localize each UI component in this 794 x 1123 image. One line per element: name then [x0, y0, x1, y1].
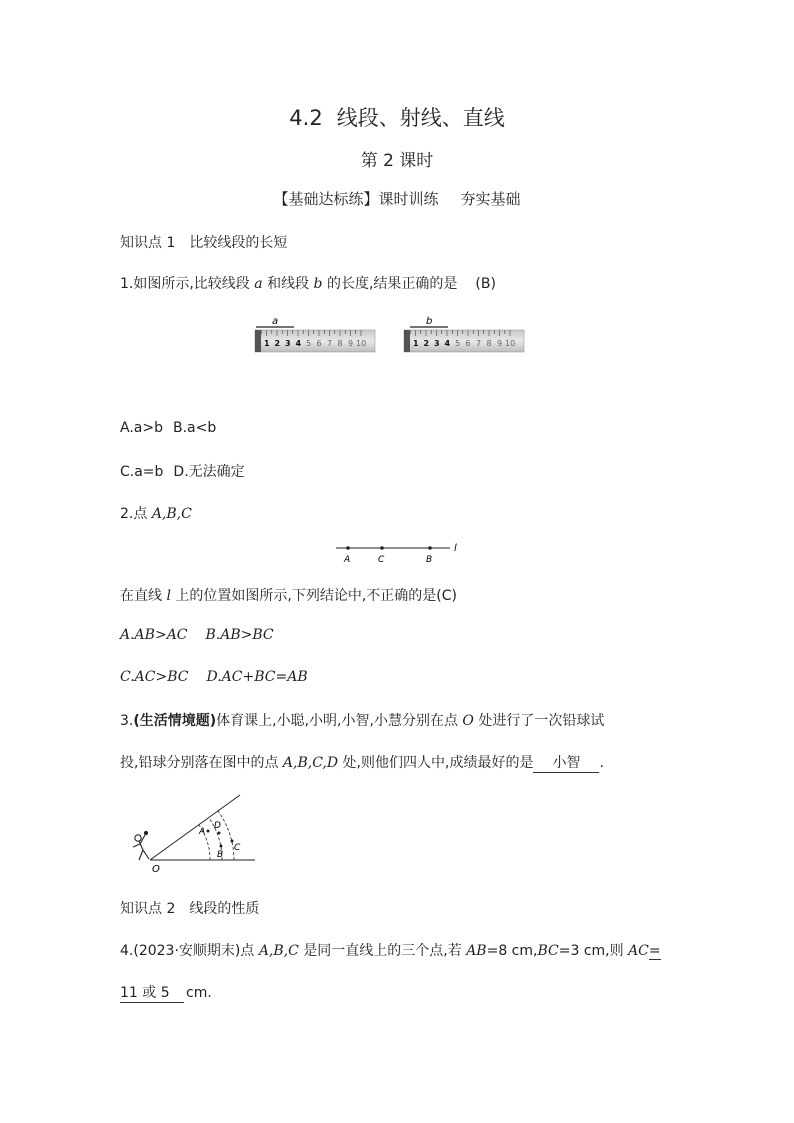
question-3-line-2: [120, 752, 604, 773]
q2-text-suffix: 上的位置如图所示,下列结论中,不正确的是: [170, 588, 437, 604]
ruler-number: 1: [413, 339, 419, 348]
q4-bc: BC: [537, 943, 559, 959]
q4-eq1: =8 cm,: [486, 943, 538, 959]
q4-ab: AB: [466, 943, 487, 959]
q1-options-row-1: [120, 420, 216, 436]
q3-line1-b: 处进行了一次铅球试: [473, 713, 605, 729]
q1-option-b: B.a<b: [172, 420, 217, 436]
label-b: B: [217, 850, 224, 860]
label-c: C: [234, 843, 241, 853]
q1-option-d: D.无法确定: [173, 464, 245, 480]
ruler-number: 10: [505, 339, 516, 348]
var-a: a: [254, 276, 263, 292]
q3-line1-a: 体育课上,小聪,小明,小智,小慧分别在点: [216, 713, 463, 729]
q2-answer: (C): [436, 588, 457, 604]
ruler-number: 8: [337, 339, 343, 348]
point-d: [218, 832, 221, 835]
ruler-number: 3: [434, 339, 440, 348]
ruler-number: 5: [306, 339, 312, 348]
section-title: 比较线段的长短: [189, 235, 288, 251]
label-o: O: [152, 864, 160, 874]
section-label: 知识点 2: [120, 901, 176, 917]
ruler-number: 4: [444, 339, 451, 348]
q1-prefix: 1.如图所示,比较线段: [120, 276, 255, 292]
point-a: [207, 830, 210, 833]
question-2: [120, 503, 192, 523]
q3-number: 3.: [120, 713, 134, 729]
q3-line2-b: 处,则他们四人中,成绩最好的是: [338, 755, 534, 771]
label-a: A: [199, 827, 206, 837]
q1-option-c: C.a=b: [120, 464, 164, 480]
q2-statement: [120, 585, 457, 605]
question-3-line-1: [120, 710, 604, 730]
ruler-number: 5: [455, 339, 461, 348]
ruler-number: 3: [285, 339, 291, 348]
ruler-number: 2: [274, 339, 281, 348]
q2-prefix: 2.点: [120, 506, 152, 522]
label-l: l: [454, 543, 457, 554]
ruler-b: [404, 316, 524, 352]
q4-mid1: 是同一直线上的三个点,若: [298, 943, 467, 959]
exercise-banner: [0, 188, 794, 209]
q4-ac: AC: [628, 943, 649, 959]
ruler-number: 9: [497, 339, 503, 348]
label-a: A: [344, 555, 351, 565]
point-b: [428, 546, 432, 550]
q2-option-b: B.AB>BC: [205, 627, 274, 643]
lesson-subtitle: 第 2 课时: [360, 151, 434, 171]
ruler-number: 2: [423, 339, 430, 348]
ruler-number: 6: [465, 339, 471, 348]
label-d: D: [214, 821, 221, 831]
ruler-number: 6: [316, 339, 322, 348]
q2-points: A,B,C: [151, 506, 192, 522]
line-figure: [330, 538, 470, 566]
banner-left: 【基础达标练】课时训练: [273, 190, 439, 208]
q3-points: A,B,C,D: [282, 755, 339, 771]
title-text: 线段、射线、直线: [336, 106, 505, 130]
ruler-number: 7: [476, 339, 482, 348]
label-c: C: [378, 555, 385, 565]
point-b: [220, 845, 223, 848]
q3-answer-blank: [533, 752, 599, 773]
q1-mid: 和线段: [262, 276, 314, 292]
q1-options-row-2: [120, 461, 245, 481]
question-4-line-2: [120, 982, 212, 1003]
q4-answer: 11 或 5: [120, 985, 170, 1001]
q4-prefix: 4.(2023·安顺期末)点: [120, 943, 259, 959]
ruler-number: 1: [264, 339, 270, 348]
q4-unit: cm.: [186, 985, 212, 1001]
ruler-number: 10: [356, 339, 367, 348]
q2-text-prefix: 在直线: [120, 588, 167, 604]
thrower-icon: [133, 831, 149, 860]
section-label: 知识点 1: [120, 235, 176, 251]
ruler-number: 8: [486, 339, 492, 348]
q4-eq2: =3 cm,则: [558, 943, 629, 959]
ruler-number: 9: [348, 339, 354, 348]
q4-eq3: =: [648, 943, 661, 959]
ruler-b-label: b: [426, 316, 433, 327]
point-a: [346, 546, 350, 550]
ruler-number: 7: [327, 339, 333, 348]
ruler-a: [255, 316, 375, 352]
ruler-a-label: a: [272, 316, 279, 327]
banner-right: 夯实基础: [460, 190, 521, 208]
page-title: [0, 102, 794, 132]
q3-point-o: O: [462, 713, 474, 729]
section-heading-1: [120, 232, 287, 252]
point-c: [380, 546, 384, 550]
q1-answer: (B): [475, 276, 496, 292]
ruler-number: 4: [295, 339, 302, 348]
question-1: [120, 273, 496, 293]
shotput-figure: [128, 790, 263, 874]
q2-options-row-2: [120, 669, 308, 685]
section-heading-2: [120, 898, 259, 918]
q3-line2-c: .: [599, 755, 604, 771]
question-4-line-1: [120, 940, 661, 960]
q3-tag: (生活情境题): [133, 713, 217, 729]
q1-suffix: 的长度,结果正确的是: [322, 276, 458, 292]
q2-option-a: A.AB>AC: [120, 627, 188, 643]
q2-options-row-1: [120, 627, 274, 643]
q1-option-a: A.a>b: [120, 420, 163, 436]
q2-line-var: l: [166, 588, 171, 604]
q3-answer: 小智: [552, 755, 581, 771]
rulers-figure: [250, 312, 540, 358]
label-b: B: [426, 555, 433, 565]
section-number: 4.2: [289, 106, 323, 130]
section-title: 线段的性质: [189, 901, 260, 917]
var-b: b: [313, 276, 323, 292]
q3-line2-a: 投,铅球分别落在图中的点: [120, 755, 283, 771]
q2-option-c: C.AC>BC: [120, 669, 189, 685]
q4-points: A,B,C: [258, 943, 299, 959]
q4-answer-blank: [120, 982, 184, 1003]
q2-option-d: D.AC+BC=AB: [206, 669, 308, 685]
